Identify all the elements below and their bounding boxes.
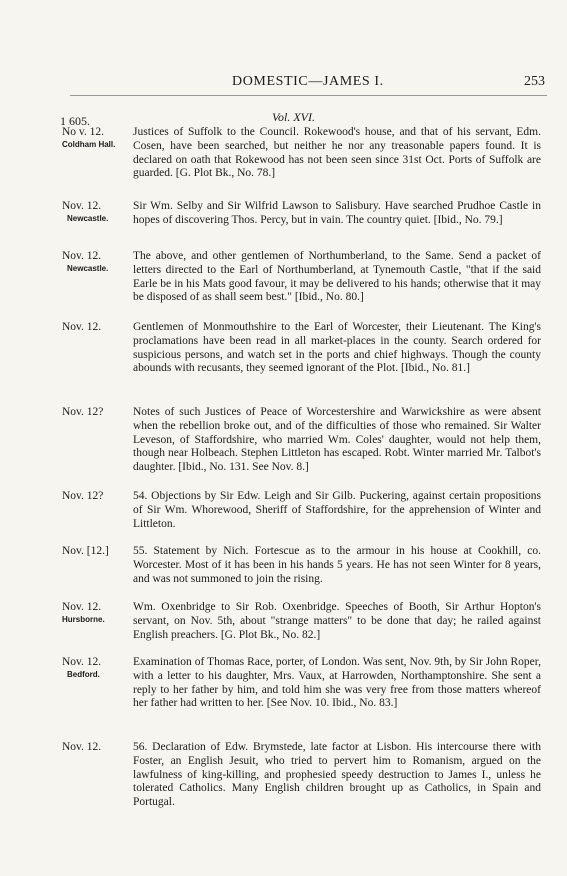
- entry-text: 56. Declaration of Edw. Brymstede, late factor at Lisbon. His intercourse there with Foster, an English Jesuit, who tried to pervert him to Romanism, argued on the lawfulness of king-killing, and prophesied speedy destruction to James I., unless he tolerated Catholics. Many English children brought up as Catholics, in Spain and Portugal.: [133, 741, 541, 809]
- entry-text: Wm. Oxenbridge to Sir Rob. Oxenbridge. Speeches of Booth, Sir Arthur Hopton's servant, on Nov. 5th, about "strange matters" to be done that day; he railed against English preachers. [G. Plot Bk., No. 82.]: [133, 601, 541, 641]
- entry-text: Sir Wm. Selby and Sir Wilfrid Lawson to Salisbury. Have searched Prudhoe Castle in hopes of discovering Thos. Percy, but in vain. The country quiet. [Ibid., No. 79.]: [133, 200, 541, 226]
- entry-date-text: Nov. 12?: [62, 490, 104, 502]
- header-rule: [70, 95, 547, 96]
- volume-heading: Vol. XVI.: [272, 110, 315, 124]
- running-title: DOMESTIC—JAMES I.: [232, 74, 384, 89]
- entry-text: Gentlemen of Monmouthshire to the Earl of Worcester, their Lieutenant. The King's proclamations have been read in all market-places in the county. Search ordered for suspicious persons, and watch set in the ports and chief highways. Though the county abounds with recusants, they seemed ignorant of the Plot. [Ibid., No. 81.]: [133, 321, 541, 375]
- entry-place: Coldham Hall.: [62, 140, 116, 149]
- entry-date: [62, 200, 122, 224]
- entry-date: [62, 406, 122, 419]
- entry-text: Notes of such Justices of Peace of Worcestershire and Warwickshire as were absent when the rebellion broke out, and of the difficulties of those who remained. Sir Walter Leveson, of Staffordshire, who married Wm. Coles' daughter, would not help them, though near Holbeach. Stephen Littleton has escaped. Robt. Winter married Mr. Talbot's daughter. [Ibid., No. 131. See Nov. 8.]: [133, 406, 541, 474]
- entry-text: Justices of Suffolk to the Council. Rokewood's house, and that of his servant, Edm. Cosen, have been searched, but neither he nor any treasonable papers found. It is declared on oath that Rokewood has not been seen since 31st Oct. Ports of Suffolk are guarded. [G. Plot Bk., No. 78.]: [133, 126, 541, 180]
- entry-date-text: Nov. 12.: [62, 321, 102, 333]
- entry-date: [62, 601, 122, 625]
- entry-date: [62, 741, 122, 754]
- entry-date-text: No v. 12.: [62, 126, 105, 138]
- entry-place: Newcastle.: [67, 264, 109, 273]
- entry-date-text: Nov. 12.: [62, 601, 102, 613]
- entry-date: [62, 656, 122, 680]
- entry-date-text: Nov. 12?: [62, 406, 104, 418]
- entry-date: [62, 321, 122, 334]
- entry-text: The above, and other gentlemen of Northumberland, to the Same. Send a packet of letters directed to the Earl of Northumberland, at Tynemouth Castle, "that if the said Earle be in his Mats good favour, it may be delivered to his hands; otherwise that it may be disposed of as shall seem best." [Ibid., No. 80.]: [133, 250, 541, 304]
- year-label: 1 605.: [60, 114, 90, 128]
- entry-date-text: Nov. 12.: [62, 200, 102, 212]
- entry-text: 54. Objections by Sir Edw. Leigh and Sir Gilb. Puckering, against certain propositions of Sir Wm. Whorewood, Sheriff of Staffordshire, for the apprehension of Winter and Littleton.: [133, 490, 541, 530]
- entry-date-text: Nov. 12.: [62, 250, 102, 262]
- entry-place: Hursborne.: [62, 615, 105, 624]
- entry-place: Newcastle.: [67, 214, 109, 223]
- entry-date: [62, 490, 122, 503]
- entry-date-text: Nov. [12.]: [62, 545, 109, 557]
- entry-place: Bedford.: [67, 670, 100, 679]
- entry-text: Examination of Thomas Race, porter, of London. Was sent, Nov. 9th, by Sir John Roper, with a letter to his daughter, Mrs. Vaux, at Harrowden, Northamptonshire. She sent a reply to her father by him, and told him she was very free from those matters whereof her father had written to her. [See Nov. 10. Ibid., No. 83.]: [133, 656, 541, 710]
- entry-date-text: Nov. 12.: [62, 741, 102, 753]
- running-head: [0, 74, 567, 94]
- entry-date: [62, 126, 122, 150]
- entry-date: [62, 250, 122, 274]
- entry-text: 55. Statement by Nich. Fortescue as to the armour in his house at Cookhill, co. Worcester. Most of it has been in his hands 5 years. He has not seen Winter for 8 years, and was not summoned to join the rising.: [133, 545, 541, 585]
- entry-date-text: Nov. 12.: [62, 656, 102, 668]
- page-number: 253: [524, 74, 545, 89]
- entry-date: [62, 545, 122, 558]
